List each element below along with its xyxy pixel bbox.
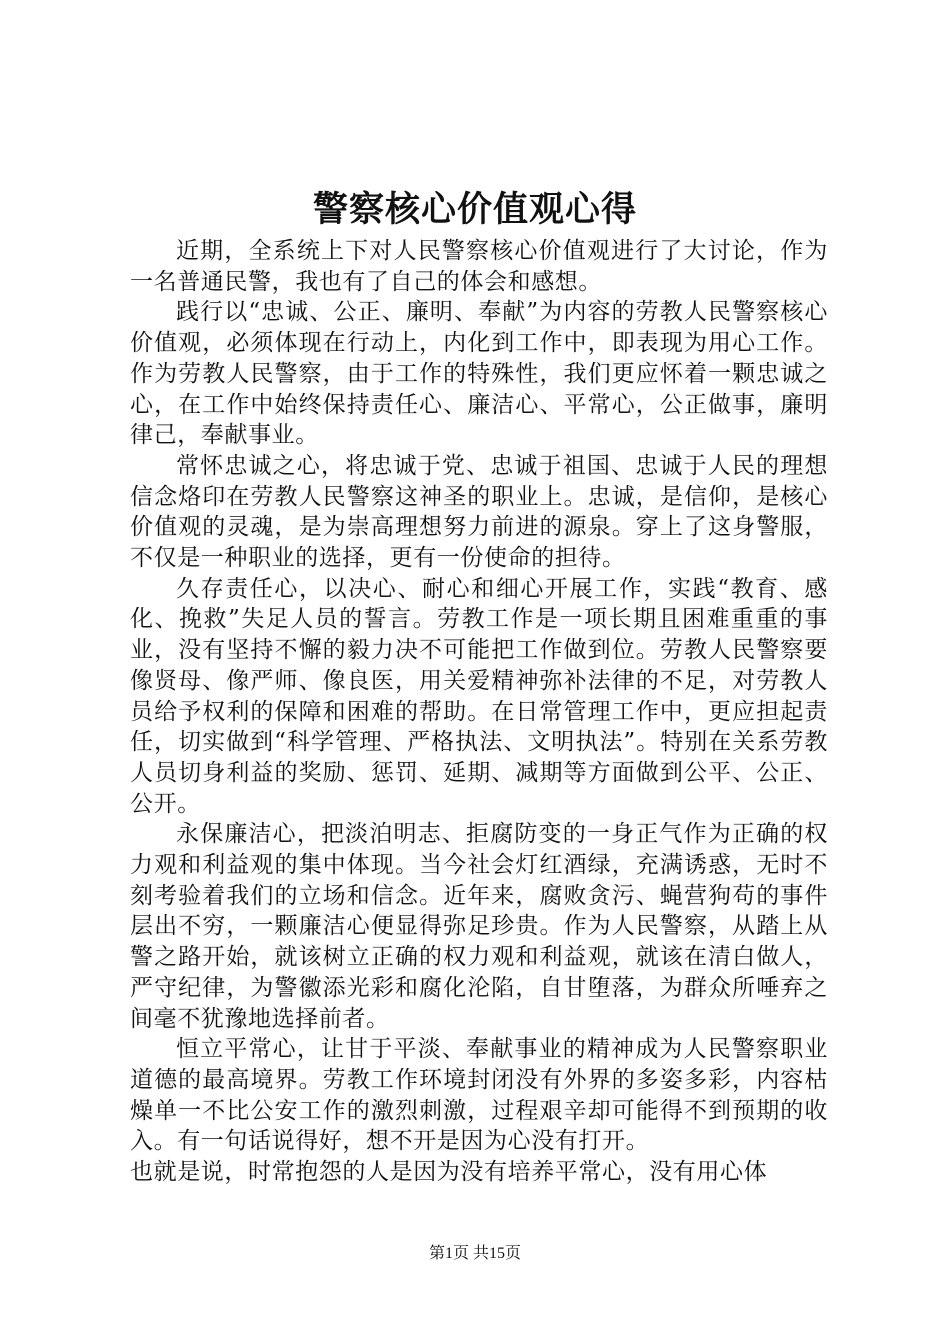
- paragraph: 恒立平常心，让甘于平淡、奉献事业的精神成为人民警察职业道德的最高境界。劳教工作环境封闭没有外界的多姿多彩，内容枯燥单一不比公安工作的激烈刺激，过程艰辛却可能得不到预期的收入。有一句话说得好，想不开是因为心没有打开。: [130, 1036, 828, 1155]
- page-number-footer: 第1页 共15页: [428, 1245, 521, 1262]
- paragraph: 永保廉洁心，把淡泊明志、拒腐防变的一身正气作为正确的权力观和利益观的集中体现。当今社会灯红酒绿，充满诱惑，无时不刻考验着我们的立场和信念。近年来，腐败贪污、蝇营狗苟的事件层出不穷，一颗廉洁心便显得弥足珍贵。作为人民警察，从踏上从警之路开始，就该树立正确的权力观和利益观，就该在清白做人，严守纪律，为警徽添光彩和腐化沦陷，自甘堕落，为群众所唾弃之间毫不犹豫地选择前者。: [130, 821, 828, 1032]
- paragraph: 久存责任心，以决心、耐心和细心开展工作，实践“教育、感化、挽救”失足人员的誓言。劳教工作是一项长期且困难重重的事业，没有坚持不懈的毅力决不可能把工作做到位。劳教人民警察要像贤母、像严师、像良医，用关爱精神弥补法律的不足，对劳教人员给予权利的保障和困难的帮助。在日常管理工作中，更应担起责任，切实做到“科学管理、严格执法、文明执法”。特别在关系劳教人员切身利益的奖励、惩罚、延期、减期等方面做到公平、公正、公开。: [130, 575, 828, 817]
- paragraph: 近期，全系统上下对人民警察核心价值观进行了大讨论，作为一名普通民警，我也有了自己的体会和感想。: [130, 238, 828, 295]
- document-body: [130, 236, 828, 1188]
- document-title: 警察核心价值观心得: [312, 189, 637, 230]
- paragraph: 常怀忠诚之心，将忠诚于党、忠诚于祖国、忠诚于人民的理想信念烙印在劳教人民警察这神圣的职业上。忠诚，是信仰，是核心价值观的灵魂，是为崇高理想努力前进的源泉。穿上了这身警服，不仅是一种职业的选择，更有一份使命的担待。: [130, 452, 828, 572]
- paragraph-continued: 也就是说，时常抱怨的人是因为没有培养平常心，没有用心体: [130, 1159, 768, 1186]
- paragraph: 践行以“忠诚、公正、廉明、奉献”为内容的劳教人民警察核心价值观，必须体现在行动上，内化到工作中，即表现为用心工作。作为劳教人民警察，由于工作的特殊性，我们更应怀着一颗忠诚之心，在工作中始终保持责任心、廉洁心、平常心，公正做事，廉明律己，奉献事业。: [130, 299, 828, 449]
